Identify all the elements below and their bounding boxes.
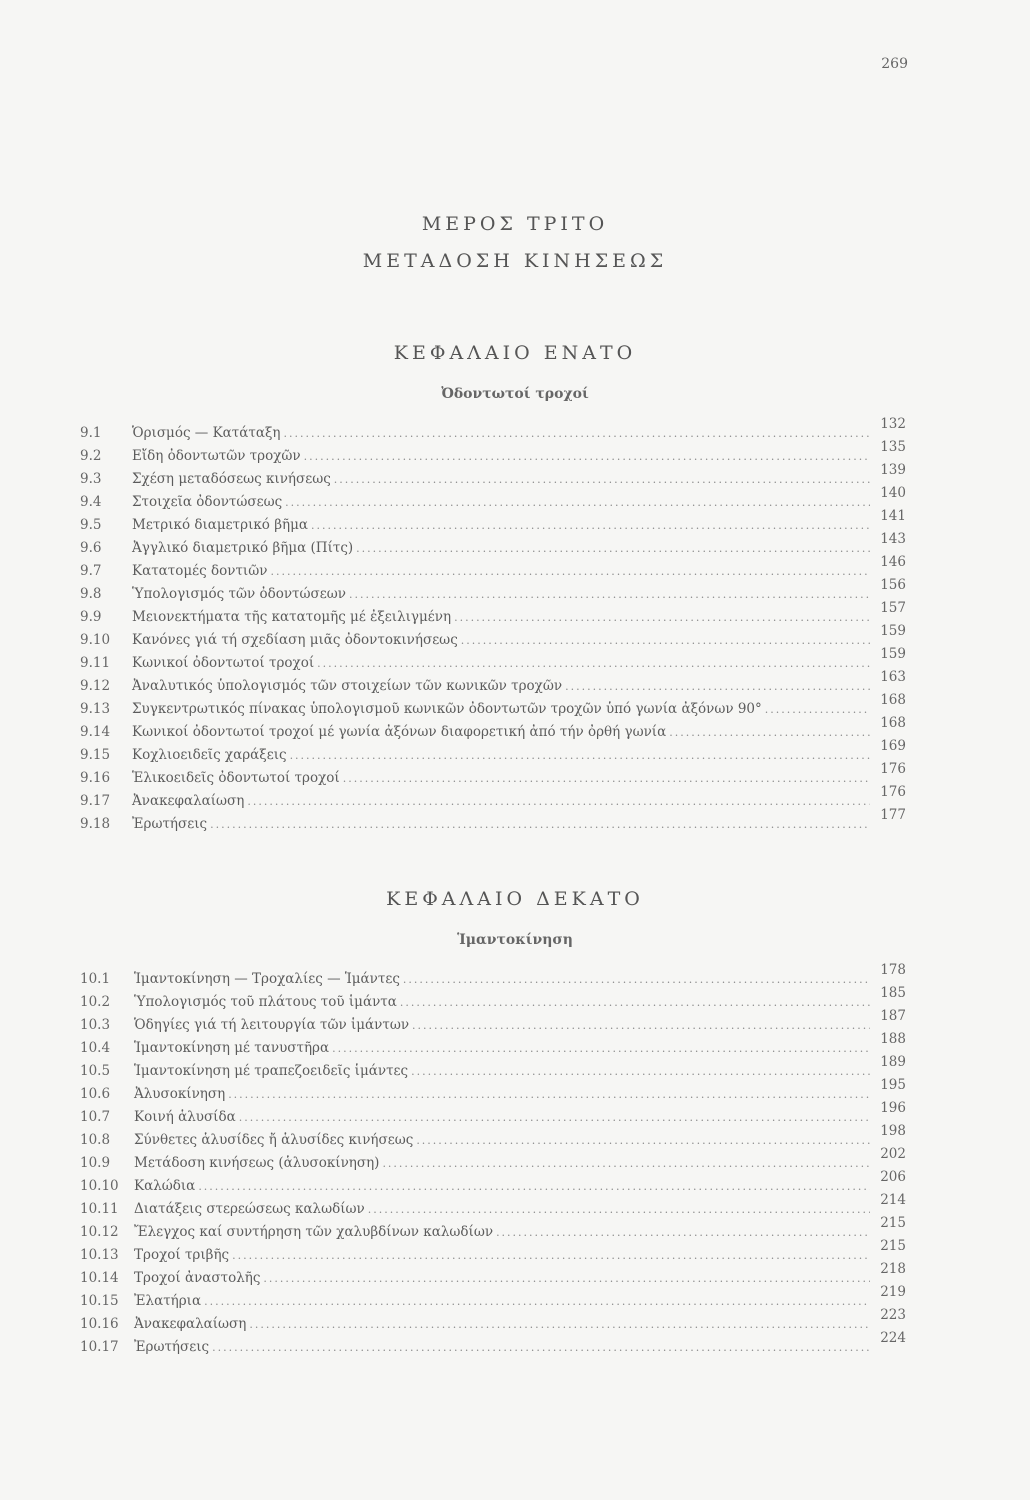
chapter10-toc [80,962,906,1359]
toc-entry-page: 176 [880,761,906,777]
toc-entry-number: 10.7 [80,1109,111,1125]
part-subtitle: ΜΕΤΑΔΟΣΗ ΚΙΝΗΣΕΩΣ [362,250,668,272]
toc-entry [80,761,906,790]
toc-entry-title: Κωνικοί ὀδοντωτοί τροχοί [132,655,315,671]
toc-leader-dots [400,991,870,1014]
toc-leader-dots [349,583,870,606]
toc-entry [80,1284,906,1313]
toc-leader-dots [247,790,870,813]
toc-leader-dots [285,491,870,514]
toc-entry [80,1330,906,1359]
toc-leader-dots [284,422,871,445]
toc-entry-page: 206 [880,1169,906,1185]
toc-leader-dots [461,629,870,652]
toc-entry-number: 10.16 [80,1316,119,1332]
toc-entry-number: 9.11 [80,655,111,671]
toc-entry-number: 9.3 [80,471,102,487]
toc-leader-dots [239,1106,870,1129]
toc-entry-title: Ὑπολογισμός τῶν ὀδοντώσεων [132,586,346,602]
toc-entry-title: Κανόνες γιά τή σχεδίαση μιᾶς ὀδοντοκινήσεως [132,632,458,648]
toc-entry [80,462,906,491]
toc-leader-dots [204,1290,870,1313]
toc-entry-title: Μετάδοση κινήσεως (ἁλυσοκίνηση) [134,1155,380,1171]
toc-entry-page: 135 [880,439,906,455]
toc-entry-title: Ἐρωτήσεις [132,816,208,832]
toc-entry [80,807,906,836]
toc-leader-dots [765,698,870,721]
toc-entry-title: Σύνθετες ἁλυσίδες ἤ ἁλυσίδες κινήσεως [134,1132,414,1148]
toc-entry-page: 195 [880,1077,906,1093]
toc-entry-page: 215 [880,1238,906,1254]
toc-entry-number: 10.12 [80,1224,119,1240]
toc-entry-number: 10.9 [80,1155,111,1171]
toc-entry-number: 9.17 [80,793,111,809]
toc-leader-dots [270,560,870,583]
toc-entry [80,646,906,675]
chapter9-subtitle: Ὀδοντωτοί τροχοί [441,386,589,402]
toc-entry-number: 10.5 [80,1063,111,1079]
toc-entry-title: Ὑπολογισμός τοῦ πλάτους τοῦ ἱμάντα [134,994,397,1010]
chapter9-toc [80,416,906,836]
toc-entry [80,577,906,606]
toc-entry-page: 223 [880,1307,906,1323]
toc-entry-page: 169 [880,738,906,754]
toc-entry [80,1100,906,1129]
toc-entry-title: Καλώδια [134,1178,196,1194]
toc-entry [80,1031,906,1060]
toc-entry-number: 10.6 [80,1086,111,1102]
toc-entry [80,1146,906,1175]
toc-entry-page: 198 [880,1123,906,1139]
toc-entry-title: Ὁδηγίες γιά τή λειτουργία τῶν ἱμάντων [134,1017,410,1033]
toc-entry [80,623,906,652]
toc-entry-number: 9.15 [80,747,111,763]
toc-entry-title: Ἀνακεφαλαίωση [132,793,245,809]
toc-entry [80,416,906,445]
toc-leader-dots [249,1313,870,1336]
toc-entry-page: 214 [880,1192,906,1208]
toc-entry-page: 219 [880,1284,906,1300]
toc-leader-dots [669,721,870,744]
toc-entry-page: 163 [880,669,906,685]
toc-entry-title: Ἱμαντοκίνηση μέ τραπεζοειδεῖς ἱμάντες [134,1063,409,1079]
toc-entry-page: 177 [880,807,906,823]
toc-entry-page: 189 [880,1054,906,1070]
toc-entry [80,692,906,721]
toc-entry [80,669,906,698]
toc-entry-title: Κατατομές δοντιῶν [132,563,268,579]
toc-entry-page: 196 [880,1100,906,1116]
toc-entry-number: 9.8 [80,586,102,602]
toc-entry-number: 9.14 [80,724,111,740]
chapter10-title: ΚΕΦΑΛΑΙΟ ΔΕΚΑΤΟ [386,888,644,910]
toc-entry-number: 10.8 [80,1132,111,1148]
toc-entry [80,1169,906,1198]
toc-entry-number: 10.14 [80,1270,119,1286]
chapter9-title: ΚΕΦΑΛΑΙΟ ΕΝΑΤΟ [393,342,637,364]
toc-entry [80,738,906,767]
toc-entry-number: 9.6 [80,540,102,556]
toc-leader-dots [311,514,870,537]
toc-leader-dots [382,1152,870,1175]
toc-entry-page: 168 [880,692,906,708]
toc-entry-title: Ἀναλυτικός ὑπολογισμός τῶν στοιχείων τῶν κωνικῶν τροχῶν [132,678,563,694]
toc-entry-number: 9.16 [80,770,111,786]
toc-entry-number: 9.1 [80,425,102,441]
toc-leader-dots [290,744,870,767]
toc-entry-title: Μετρικό διαμετρικό βῆμα [132,517,309,533]
toc-entry [80,985,906,1014]
toc-entry-page: 185 [880,985,906,1001]
toc-leader-dots [496,1221,870,1244]
toc-leader-dots [263,1267,870,1290]
toc-entry-page: 141 [880,508,906,524]
page-number: 269 [881,56,908,72]
toc-entry-title: Εἴδη ὀδοντωτῶν τροχῶν [132,448,301,464]
toc-entry [80,1008,906,1037]
toc-entry-number: 10.11 [80,1201,119,1217]
toc-leader-dots [317,652,870,675]
toc-entry-number: 10.2 [80,994,111,1010]
toc-entry [80,1215,906,1244]
toc-leader-dots [368,1198,870,1221]
toc-entry-page: 215 [880,1215,906,1231]
toc-entry-number: 9.4 [80,494,102,510]
toc-entry-number: 10.17 [80,1339,119,1355]
toc-entry-page: 159 [880,623,906,639]
toc-entry-page: 140 [880,485,906,501]
toc-entry-page: 146 [880,554,906,570]
toc-entry-number: 9.2 [80,448,102,464]
toc-entry-title: Κοχλιοειδεῖς χαράξεις [132,747,287,763]
toc-entry-title: Συγκεντρωτικός πίνακας ὑπολογισμοῦ κωνικῶν ὀδοντωτῶν τροχῶν ὑπό γωνία ἀξόνων 90° [132,701,762,717]
toc-entry-page: 224 [880,1330,906,1346]
toc-entry-title: Τροχοί τριβῆς [134,1247,230,1263]
toc-entry-number: 10.3 [80,1017,111,1033]
toc-entry [80,1238,906,1267]
toc-entry-page: 139 [880,462,906,478]
toc-entry [80,784,906,813]
toc-entry-number: 9.5 [80,517,102,533]
toc-entry-page: 176 [880,784,906,800]
toc-entry-page: 143 [880,531,906,547]
toc-entry-number: 10.1 [80,971,111,987]
toc-entry-number: 10.4 [80,1040,111,1056]
toc-leader-dots [343,767,870,790]
toc-entry-title: Ἔλεγχος καί συντήρηση τῶν χαλυβδίνων καλωδίων [134,1224,494,1240]
toc-entry-page: 187 [880,1008,906,1024]
toc-entry-number: 9.13 [80,701,111,717]
toc-entry [80,1192,906,1221]
toc-entry [80,485,906,514]
toc-entry-number: 10.15 [80,1293,119,1309]
toc-entry-page: 132 [880,416,906,432]
toc-leader-dots [454,606,870,629]
toc-leader-dots [356,537,870,560]
toc-entry-title: Ἐρωτήσεις [134,1339,210,1355]
toc-entry-title: Ἑλικοειδεῖς ὀδοντωτοί τροχοί [132,770,340,786]
toc-entry [80,508,906,537]
toc-entry [80,531,906,560]
toc-entry [80,1123,906,1152]
toc-entry-title: Ὁρισμός — Κατάταξη [132,425,281,441]
toc-entry-page: 156 [880,577,906,593]
toc-entry-title: Κοινή ἁλυσίδα [134,1109,236,1125]
toc-entry-page: 202 [880,1146,906,1162]
toc-entry-title: Ἱμαντοκίνηση — Τροχαλίες — Ἱμάντες [134,971,400,987]
toc-entry [80,1307,906,1336]
toc-entry-number: 9.18 [80,816,111,832]
toc-entry-page: 218 [880,1261,906,1277]
toc-leader-dots [198,1175,870,1198]
toc-entry-title: Σχέση μεταδόσεως κινήσεως [132,471,331,487]
toc-leader-dots [565,675,870,698]
toc-entry [80,1054,906,1083]
chapter10-subtitle: Ἱμαντοκίνηση [457,932,573,948]
toc-entry-number: 9.12 [80,678,111,694]
toc-entry-title: Ἱμαντοκίνηση μέ τανυστῆρα [134,1040,330,1056]
toc-entry [80,554,906,583]
toc-entry-title: Στοιχεῖα ὀδοντώσεως [132,494,283,510]
toc-entry-number: 9.7 [80,563,102,579]
toc-entry-title: Τροχοί ἀναστολῆς [134,1270,261,1286]
toc-leader-dots [232,1244,870,1267]
toc-leader-dots [411,1060,870,1083]
toc-leader-dots [332,1037,870,1060]
toc-leader-dots [210,813,870,836]
toc-leader-dots [416,1129,870,1152]
toc-entry-title: Ἀγγλικό διαμετρικό βῆμα (Πίτς) [132,540,354,556]
toc-leader-dots [212,1336,870,1359]
toc-entry-title: Ἀλυσοκίνηση [134,1086,226,1102]
toc-entry-page: 188 [880,1031,906,1047]
toc-entry-page: 157 [880,600,906,616]
toc-entry [80,1261,906,1290]
toc-entry-number: 10.13 [80,1247,119,1263]
toc-entry-number: 10.10 [80,1178,119,1194]
toc-entry-page: 178 [880,962,906,978]
toc-leader-dots [228,1083,870,1106]
toc-leader-dots [334,468,870,491]
toc-entry-title: Διατάξεις στερεώσεως καλωδίων [134,1201,365,1217]
toc-entry-number: 9.10 [80,632,111,648]
toc-leader-dots [304,445,870,468]
toc-entry-title: Ἀνακεφαλαίωση [134,1316,247,1332]
toc-entry [80,715,906,744]
toc-entry-number: 9.9 [80,609,102,625]
toc-entry [80,1077,906,1106]
toc-entry-page: 168 [880,715,906,731]
toc-entry-title: Ἐλατήρια [134,1293,202,1309]
toc-entry [80,962,906,991]
toc-entry [80,600,906,629]
toc-entry-page: 159 [880,646,906,662]
part-title: ΜΕΡΟΣ ΤΡΙΤΟ [421,213,609,235]
toc-entry-title: Κωνικοί ὀδοντωτοί τροχοί μέ γωνία ἀξόνων διαφορετική ἀπό τήν ὀρθή γωνία [132,724,667,740]
toc-leader-dots [403,968,870,991]
toc-entry [80,439,906,468]
toc-leader-dots [412,1014,870,1037]
toc-entry-title: Μειονεκτήματα τῆς κατατομῆς μέ ἐξειλιγμένη [132,609,452,625]
